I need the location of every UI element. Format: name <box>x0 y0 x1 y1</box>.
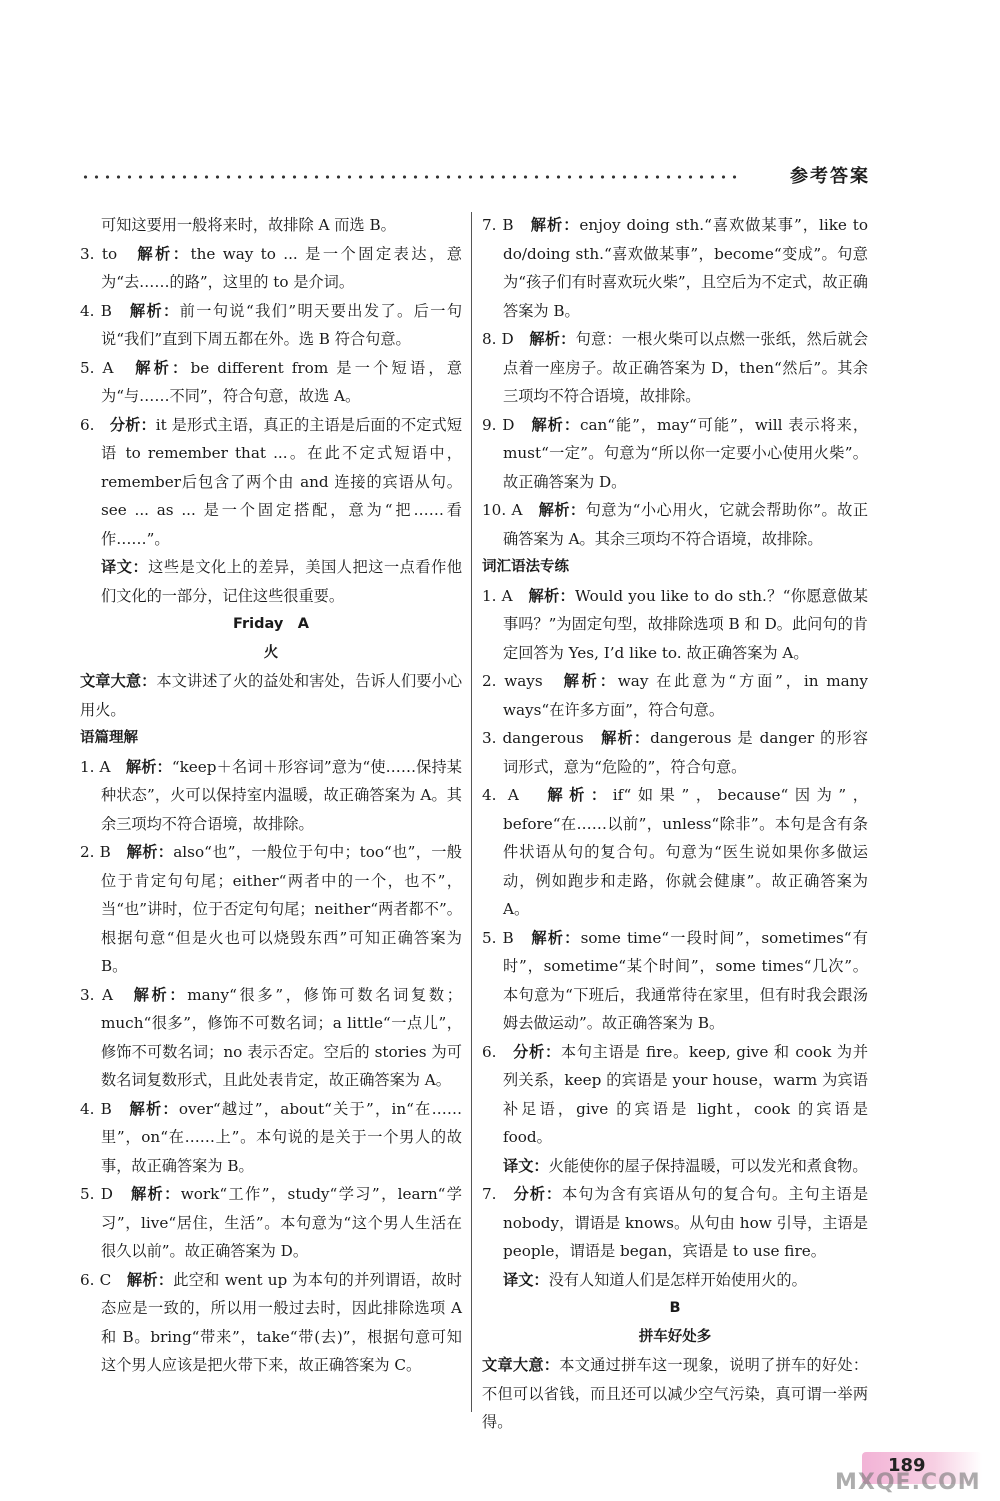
answer-tag: 解析： <box>125 757 172 776</box>
answer-item <box>80 1266 462 1380</box>
answer-item <box>482 724 868 781</box>
answer-item <box>80 297 462 354</box>
answer-number: 10. A <box>482 501 539 519</box>
answer-tag: 解析： <box>126 1270 174 1289</box>
answer-text: if“如果”，because“因为”，before“在……以前”，unless“除非”。本句是含有条件状语从句的复合句。句意为“医生说如果你多做运动，例如跑步和走路，你就会健康”。故正确答案为 A。 <box>503 786 868 918</box>
answer-item <box>482 582 868 668</box>
answer-number: 6. C <box>80 1270 127 1289</box>
answer-number: 5. A <box>80 358 136 377</box>
translation <box>482 1152 868 1181</box>
answer-item <box>80 753 462 839</box>
answer-item <box>80 240 462 297</box>
answer-item <box>482 1180 868 1266</box>
answer-number: 3. A <box>80 985 134 1004</box>
section-title: 火 <box>263 644 279 661</box>
answer-text: enjoy doing sth.“喜欢做某事”，like to do/doing sth.“喜欢做某事”，become“变成”。句意为“孩子们有时喜欢玩火柴”，且空后为不定式，故正确答案为 B。 <box>503 216 868 320</box>
answer-tag: 分析： <box>109 415 156 434</box>
answer-number: 8. D <box>482 330 530 348</box>
translation <box>80 553 462 610</box>
translation-tag: 译文： <box>503 1270 549 1289</box>
answer-item <box>80 1095 462 1181</box>
translation-text: 没有人知道人们是怎样开始使用火的。 <box>548 1270 807 1289</box>
answer-item <box>80 838 462 981</box>
answer-text: work“工作”，study“学习”，learn“学习”，live“居住，生活”。本句意为“这个男人生活在很久以前”。故正确答案为 D。 <box>101 1185 462 1260</box>
summary-paragraph <box>80 667 462 724</box>
answer-number: 5. D <box>80 1185 131 1203</box>
answer-text: 此空和 went up 为本句的并列谓语，故时态应是一致的，所以用一般过去时，因此排除选项 A 和 B。bring“带来”，take“带(去)”，根据句意可知这个男人应该是把火带下来，故正确答案为 C。 <box>101 1270 462 1374</box>
answer-item <box>482 667 868 724</box>
watermark-logo: MXQE.COM <box>835 1470 981 1495</box>
summary-tag: 文章大意： <box>482 1356 560 1374</box>
answer-item <box>482 411 868 497</box>
answer-tag: 解析： <box>528 586 575 605</box>
continued-text: 可知这要用一般将来时，故排除 A 而选 B。 <box>101 216 396 234</box>
answer-number: 7. B <box>482 216 531 234</box>
answer-text: dangerous 是 danger 的形容词形式，意为“危险的”，符合句意。 <box>503 729 868 776</box>
answer-tag: 解析： <box>538 501 586 519</box>
answer-tag: 分析： <box>513 1042 561 1061</box>
answer-text: also“也”，一般位于句中；too“也”，一般位于肯定句句尾；either“两者中的一个，也不”，当“也”讲时，位于否定句句尾；neither“两者都不”。根据句意“但是火也可以烧毁东西”可知正确答案为 B。 <box>101 843 462 975</box>
answer-item <box>482 1038 868 1152</box>
answer-tag: 解析： <box>130 1185 181 1203</box>
answer-number: 3. dangerous <box>482 729 602 747</box>
summary-paragraph <box>482 1351 868 1437</box>
dotted-rule <box>80 174 740 180</box>
answer-text: some time“一段时间”，sometimes“有时”，sometime“某个时间”，some times“几次”。本句意为“下班后，我通常待在家里，但有时我会跟汤姆去做运动”。故正确答案为 B。 <box>503 928 868 1032</box>
answer-text: way 在此意为“方面”，in many ways“在许多方面”，符合句意。 <box>503 672 869 719</box>
answer-number: 9. D <box>482 415 532 434</box>
answer-tag: 解析： <box>135 358 191 377</box>
answer-text: Would you like to do sth.？“你愿意做某事吗？”为固定句型，故排除选项 B 和 D。此问句的肯定回答为 Yes, I’d like to. 故正确答案为 A。 <box>503 586 868 662</box>
section-title: 拼车好处多 <box>638 1328 712 1345</box>
summary-text: 本文通过拼车这一现象，说明了拼车的好处：不但可以省钱，而且还可以减少空气污染，真可谓一举两得。 <box>482 1356 869 1431</box>
answer-tag: 分析： <box>513 1185 563 1203</box>
answer-text: 本句为含有宾语从句的复合句。主句主语是 nobody，谓语是 knows。从句由 how 引导，主语是 people，谓语是 began，宾语是 to use fire。 <box>503 1185 869 1260</box>
answer-item <box>80 411 462 554</box>
summary-tag: 文章大意： <box>80 672 157 690</box>
answer-item <box>482 924 868 1038</box>
section-title: B <box>669 1300 681 1316</box>
answer-text: 句意为“小心用火，它就会帮助你”。故正确答案为 A。其余三项均不符合语境，故排除。 <box>503 501 869 548</box>
answer-tag: 解析： <box>563 672 618 690</box>
answer-text: over“越过”，about“关于”，in“在……里”，on“在……上”。本句说的是关于一个男人的故事，故正确答案为 B。 <box>101 1099 463 1175</box>
answer-number: 4. A <box>482 786 548 804</box>
translation-text: 火能使你的屋子保持温暖，可以发光和煮食物。 <box>548 1156 868 1175</box>
page-header <box>80 160 870 194</box>
answer-item <box>482 325 868 411</box>
answer-number: 6. <box>80 415 110 434</box>
column-divider <box>471 212 472 1412</box>
answer-tag: 解析： <box>529 330 576 348</box>
answer-tag: 解析： <box>531 415 580 434</box>
answer-text: 句意：一根火柴可以点燃一张纸，然后就会点着一座房子。故正确答案为 D，then“然后”。其余三项均不符合语境，故排除。 <box>503 330 869 405</box>
translation-tag: 译文： <box>503 1156 549 1175</box>
section-heading: 语篇理解 <box>80 730 138 746</box>
answer-text: 本句主语是 fire。keep, give 和 cook 为并列关系，keep 的宾语是 your house，warm 为宾语补足语，give 的宾语是 light，cook 的宾语是 food。 <box>503 1042 869 1146</box>
answer-tag: 解析： <box>530 216 580 234</box>
answer-number: 2. B <box>80 843 127 861</box>
answer-text: be different from 是一个短语，意为“与……不同”，符合句意，故选 A。 <box>101 358 463 405</box>
answer-tag: 解析： <box>129 301 180 320</box>
section-heading: 词汇语法专练 <box>482 559 569 575</box>
answer-number: 5. B <box>482 928 532 947</box>
answer-tag: 解析： <box>126 843 174 861</box>
answer-tag: 解析： <box>129 1099 179 1118</box>
answer-text: can“能”，may“可能”，will 表示将来，must“一定”。句意为“所以你一定要小心使用火柴”。故正确答案为 D。 <box>503 415 869 491</box>
translation-text: 这些是文化上的差异，美国人把这一点看作他们文化的一部分，记住这些很重要。 <box>101 558 462 605</box>
answer-tag: 解析： <box>547 786 613 804</box>
right-column <box>482 211 868 1437</box>
translation <box>482 1266 868 1295</box>
answer-number: 2. ways <box>482 672 564 690</box>
answer-item <box>80 354 462 411</box>
header-title: 参考答案 <box>790 166 870 187</box>
answer-tag: 解析： <box>601 729 651 747</box>
section-title: Friday A <box>233 616 309 632</box>
answer-tag: 解析： <box>133 985 188 1004</box>
answer-item <box>482 496 868 553</box>
translation-tag: 译文： <box>101 558 149 576</box>
answer-number: 6. <box>482 1042 514 1061</box>
answer-number: 4. B <box>80 301 130 320</box>
answer-text: it 是形式主语，真正的主语是后面的不定式短语 to remember that ...。在此不定式短语中，remember后包含了两个由 and 连接的宾语从句。see ... as ... 是一个固定搭配，意为“把……看作……”。 <box>101 415 463 548</box>
answer-tag: 解析： <box>137 244 191 263</box>
answer-item <box>80 981 462 1095</box>
answer-number: 1. A <box>482 586 529 605</box>
answer-item <box>482 211 868 325</box>
answer-text: the way to ... 是一个固定表达，意为“去……的路”，这里的 to 是介词。 <box>101 244 462 291</box>
answer-text: “keep＋名词＋形容词”意为“使……保持某种状态”，火可以保持室内温暖，故正确答案为 A。其余三项均不符合语境，故排除。 <box>101 757 462 833</box>
answer-text: many“很多”，修饰可数名词复数；much“很多”，修饰不可数名词；a little“一点儿”，修饰不可数名词；no 表示否定。空后的 stories 为可数名词复数形式，且此处表肯定，故正确答案为 A。 <box>101 985 462 1089</box>
left-column <box>80 211 462 1380</box>
answer-item <box>482 781 868 924</box>
answer-number: 1. A <box>80 757 126 776</box>
answer-text: 前一句说“我们”明天要出发了。后一句说“我们”直到下周五都在外。选 B 符合句意。 <box>101 301 463 348</box>
answer-tag: 解析： <box>531 928 581 947</box>
page-number: 189 <box>888 1455 926 1476</box>
answer-number: 4. B <box>80 1099 130 1118</box>
answer-number: 3. to <box>80 244 138 263</box>
summary-text: 本文讲述了火的益处和害处，告诉人们要小心用火。 <box>80 672 463 719</box>
answer-number: 7. <box>482 1185 514 1203</box>
answer-item <box>80 1180 462 1266</box>
